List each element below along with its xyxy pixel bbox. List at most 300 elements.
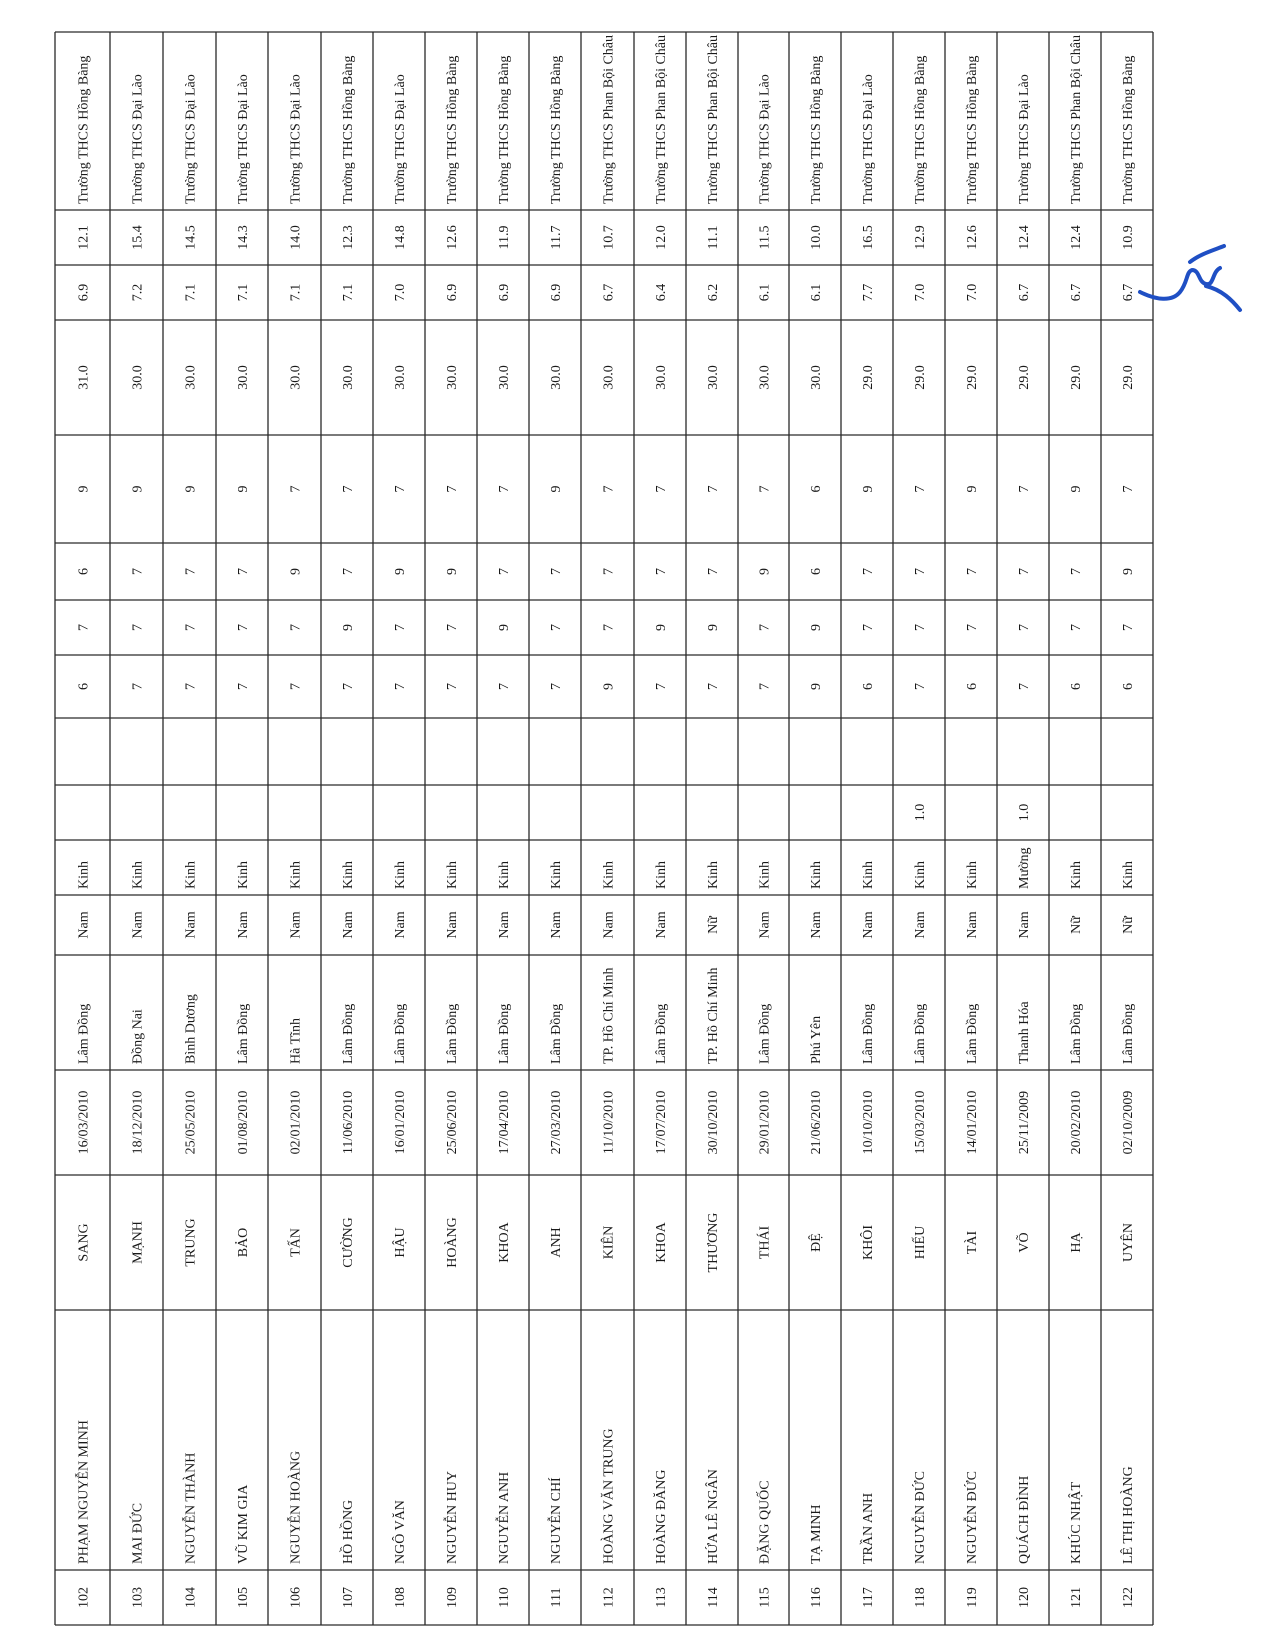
cell-dtb: 6.7 <box>601 283 617 302</box>
cell-d4: 7 <box>1121 485 1136 493</box>
cell-stt: 120 <box>1017 1587 1032 1608</box>
cell-truong: Trường THCS Đại Lào <box>861 74 876 204</box>
cell-ho: ĐẶNG QUỐC <box>757 1480 773 1564</box>
cell-d2: 7 <box>1017 624 1032 631</box>
cell-ten: HOÀNG <box>445 1217 460 1268</box>
cell-d2: 7 <box>965 624 980 631</box>
cell-ngay-sinh: 29/01/2010 <box>757 1090 773 1155</box>
cell-gioi-tinh: Nam <box>288 911 304 939</box>
cell-stt: 102 <box>76 1587 92 1608</box>
cell-diem: 12.4 <box>1017 225 1032 250</box>
cell-d3: 9 <box>757 568 773 575</box>
cell-diem: 10.0 <box>809 225 824 250</box>
cell-ten: HIẾU <box>913 1225 928 1260</box>
cell-d4: 9 <box>76 485 92 493</box>
cell-ho: NGUYỄN ĐỨC <box>913 1471 928 1564</box>
cell-d1: 7 <box>130 683 146 690</box>
cell-d4: 7 <box>757 485 773 493</box>
cell-gioi-tinh: Nam <box>965 911 980 939</box>
cell-truong: Trường THCS Phan Bội Châu <box>1069 34 1084 204</box>
cell-tong: 29.0 <box>913 365 928 390</box>
cell-d4: 6 <box>809 485 824 493</box>
cell-ten: SANG <box>76 1223 92 1262</box>
cell-dan-toc: Kinh <box>76 861 92 889</box>
cell-d2: 9 <box>341 624 356 631</box>
cell-d1: 9 <box>809 683 824 690</box>
cell-dtb: 6.1 <box>757 283 773 302</box>
cell-ngay-sinh: 25/11/2009 <box>1017 1090 1032 1155</box>
cell-diem: 10.9 <box>1121 225 1136 250</box>
cell-stt: 121 <box>1069 1587 1084 1608</box>
cell-d4: 9 <box>183 485 199 493</box>
cell-d3: 6 <box>76 568 92 575</box>
cell-d1: 9 <box>601 683 617 690</box>
cell-truong: Trường THCS Đại Lào <box>236 74 251 204</box>
cell-diem: 11.9 <box>497 225 512 250</box>
cell-d3: 7 <box>601 568 617 575</box>
cell-d3: 7 <box>183 568 199 575</box>
cell-d3: 7 <box>965 568 980 575</box>
cell-d4: 7 <box>1017 485 1032 493</box>
cell-d3: 7 <box>913 568 928 575</box>
cell-tong: 30.0 <box>809 365 824 390</box>
cell-noi-sinh: Lâm Đồng <box>965 1003 980 1064</box>
cell-tong: 30.0 <box>706 365 721 390</box>
cell-gioi-tinh: Nam <box>757 911 773 939</box>
cell-diem: 11.1 <box>706 225 721 250</box>
cell-gioi-tinh: Nam <box>130 911 146 939</box>
cell-truong: Trường THCS Hồng Bàng <box>549 55 564 204</box>
cell-d1: 7 <box>341 683 356 690</box>
cell-d3: 7 <box>1017 568 1032 575</box>
cell-dan-toc: Kinh <box>288 861 304 889</box>
cell-stt: 116 <box>809 1587 824 1608</box>
cell-stt: 114 <box>706 1587 721 1608</box>
cell-diem: 14.3 <box>236 225 251 250</box>
cell-truong: Trường THCS Đại Lào <box>757 74 773 204</box>
cell-d2: 7 <box>1121 624 1136 631</box>
cell-gioi-tinh: Nam <box>76 911 92 939</box>
cell-tong: 30.0 <box>757 365 773 390</box>
cell-d1: 6 <box>861 683 876 690</box>
cell-noi-sinh: Lâm Đồng <box>861 1003 876 1064</box>
cell-gioi-tinh: Nữ <box>706 916 721 934</box>
cell-stt: 112 <box>601 1587 617 1608</box>
cell-d3: 9 <box>288 568 304 575</box>
cell-diem: 16.5 <box>861 225 876 250</box>
cell-d2: 7 <box>757 624 773 631</box>
cell-dtb: 6.9 <box>76 283 92 302</box>
cell-dan-toc: Kinh <box>1069 861 1084 889</box>
cell-d3: 7 <box>654 568 669 575</box>
cell-d1: 7 <box>654 683 669 690</box>
cell-dan-toc: Kinh <box>393 861 408 889</box>
cell-ten: KHOA <box>654 1222 669 1263</box>
cell-diem: 15.4 <box>130 225 146 250</box>
cell-noi-sinh: Lâm Đồng <box>76 1003 92 1064</box>
cell-ho: KHÚC NHẬT <box>1069 1481 1084 1564</box>
cell-stt: 108 <box>393 1587 408 1608</box>
cell-ten: KIÊN <box>601 1225 617 1260</box>
cell-diem: 14.5 <box>183 225 199 250</box>
cell-gioi-tinh: Nữ <box>1069 916 1084 934</box>
cell-stt: 111 <box>549 1587 564 1608</box>
cell-ten: TÀI <box>965 1230 980 1255</box>
cell-ho: TẠ MINH <box>809 1504 824 1564</box>
cell-stt: 107 <box>341 1587 356 1608</box>
cell-stt: 104 <box>183 1587 199 1608</box>
cell-truong: Trường THCS Đại Lào <box>183 74 199 204</box>
cell-diem: 12.6 <box>965 225 980 250</box>
cell-dan-toc: Mường <box>1017 847 1032 889</box>
cell-dan-toc: Kinh <box>965 861 980 889</box>
cell-stt: 105 <box>236 1587 251 1608</box>
cell-dan-toc: Kinh <box>341 861 356 889</box>
cell-gioi-tinh: Nam <box>861 911 876 939</box>
cell-ten: ANH <box>549 1227 564 1258</box>
cell-ho: NGUYỄN ANH <box>497 1471 512 1564</box>
cell-dan-toc: Kinh <box>861 861 876 889</box>
cell-dtb: 6.2 <box>706 283 721 302</box>
cell-noi-sinh: Lâm Đồng <box>341 1003 356 1064</box>
cell-gioi-tinh: Nam <box>341 911 356 939</box>
cell-dan-toc: Kinh <box>706 861 721 889</box>
cell-truong: Trường THCS Hồng Bàng <box>809 55 824 204</box>
cell-d4: 7 <box>601 485 617 493</box>
cell-d4: 7 <box>913 485 928 493</box>
cell-stt: 103 <box>130 1587 146 1608</box>
cell-diem: 14.0 <box>288 225 304 250</box>
cell-d1: 6 <box>76 683 92 690</box>
cell-gioi-tinh: Nam <box>654 911 669 939</box>
cell-dan-toc: Kinh <box>809 861 824 889</box>
cell-dtb: 7.2 <box>130 283 146 302</box>
cell-dtb: 6.1 <box>809 283 824 302</box>
cell-gioi-tinh: Nam <box>445 911 460 939</box>
cell-ho: NGUYỄN HOÀNG <box>288 1450 304 1564</box>
cell-ho: PHẠM NGUYỄN MINH <box>76 1420 92 1564</box>
cell-d4: 7 <box>288 485 304 493</box>
cell-diem: 11.5 <box>757 225 773 250</box>
cell-dtb: 6.9 <box>497 283 512 302</box>
cell-ho: NGUYỄN HUY <box>445 1471 460 1564</box>
cell-ten: HẠ <box>1069 1232 1084 1253</box>
cell-truong: Trường THCS Đại Lào <box>393 74 408 204</box>
cell-tong: 30.0 <box>549 365 564 390</box>
cell-dtb: 7.0 <box>965 283 980 302</box>
cell-gioi-tinh: Nam <box>913 911 928 939</box>
cell-gioi-tinh: Nữ <box>1121 916 1136 934</box>
cell-d4: 7 <box>497 485 512 493</box>
cell-noi-sinh: Lâm Đồng <box>497 1003 512 1064</box>
cell-noi-sinh: Lâm Đồng <box>757 1003 773 1064</box>
cell-d1: 7 <box>497 683 512 690</box>
cell-gioi-tinh: Nam <box>1017 911 1032 939</box>
cell-dtb: 7.1 <box>341 283 356 302</box>
cell-d2: 7 <box>861 624 876 631</box>
cell-dtb: 7.7 <box>861 283 876 302</box>
cell-d1: 7 <box>913 683 928 690</box>
cell-truong: Trường THCS Đại Lào <box>288 74 304 204</box>
cell-ten: THÁI <box>757 1225 773 1260</box>
cell-ngay-sinh: 30/10/2010 <box>706 1090 721 1155</box>
cell-dan-toc: Kinh <box>445 861 460 889</box>
cell-diem: 12.9 <box>913 225 928 250</box>
cell-d3: 9 <box>445 568 460 575</box>
cell-dtb: 7.1 <box>183 283 199 302</box>
cell-tong: 29.0 <box>1121 365 1136 390</box>
cell-diem: 12.6 <box>445 225 460 250</box>
cell-ten: MẠNH <box>130 1221 146 1264</box>
cell-d4: 9 <box>130 485 146 493</box>
cell-stt: 119 <box>965 1587 980 1608</box>
cell-gioi-tinh: Nam <box>497 911 512 939</box>
cell-noi-sinh: Hà Tĩnh <box>288 1017 304 1064</box>
cell-ho: HỨA LÊ NGÂN <box>706 1469 721 1564</box>
cell-d3: 7 <box>130 568 146 575</box>
cell-d2: 7 <box>236 624 251 631</box>
cell-d1: 6 <box>1069 683 1084 690</box>
cell-d4: 9 <box>965 485 980 493</box>
cell-diem: 12.3 <box>341 225 356 250</box>
cell-gioi-tinh: Nam <box>393 911 408 939</box>
cell-dan-toc: Kinh <box>236 861 251 889</box>
cell-tong: 29.0 <box>1017 365 1032 390</box>
cell-tong: 30.0 <box>130 365 146 390</box>
cell-dtb: 6.4 <box>654 283 669 302</box>
cell-ngay-sinh: 15/03/2010 <box>913 1090 928 1155</box>
cell-dtb: 6.9 <box>549 283 564 302</box>
cell-truong: Trường THCS Phan Bội Châu <box>601 34 617 204</box>
cell-d4: 7 <box>654 485 669 493</box>
cell-dtb: 7.1 <box>236 283 251 302</box>
cell-ten: KHÔI <box>861 1225 876 1260</box>
cell-ngay-sinh: 21/06/2010 <box>809 1090 824 1155</box>
cell-d4: 7 <box>341 485 356 493</box>
cell-tong: 30.0 <box>288 365 304 390</box>
cell-noi-sinh: Lâm Đồng <box>393 1003 408 1064</box>
cell-diem: 12.0 <box>654 225 669 250</box>
cell-d1: 6 <box>965 683 980 690</box>
cell-noi-sinh: Đồng Nai <box>130 1009 146 1064</box>
cell-d4: 7 <box>393 485 408 493</box>
cell-tong: 30.0 <box>497 365 512 390</box>
cell-d2: 9 <box>654 624 669 631</box>
cell-truong: Trường THCS Đại Lào <box>1017 74 1032 204</box>
cell-dtb: 7.1 <box>288 283 304 302</box>
cell-tong: 30.0 <box>341 365 356 390</box>
cell-gioi-tinh: Nam <box>183 911 199 939</box>
cell-gioi-tinh: Nam <box>809 911 824 939</box>
cell-d3: 9 <box>1121 568 1136 575</box>
cell-diem: 11.7 <box>549 225 564 250</box>
cell-d3: 7 <box>341 568 356 575</box>
cell-noi-sinh: Bình Dương <box>183 994 199 1064</box>
cell-stt: 115 <box>757 1587 773 1608</box>
cell-ho: TRẦN ANH <box>861 1492 876 1564</box>
cell-tong: 29.0 <box>861 365 876 390</box>
cell-truong: Trường THCS Hồng Bàng <box>913 55 928 204</box>
cell-diem: 14.8 <box>393 225 408 250</box>
cell-d4: 9 <box>549 485 564 493</box>
cell-ho: VŨ KIM GIA <box>236 1484 251 1564</box>
cell-tong: 30.0 <box>393 365 408 390</box>
cell-tong: 30.0 <box>236 365 251 390</box>
cell-ten: HẬU <box>393 1227 408 1258</box>
cell-noi-sinh: Lâm Đồng <box>236 1003 251 1064</box>
cell-truong: Trường THCS Phan Bội Châu <box>706 34 721 204</box>
cell-d3: 6 <box>809 568 824 575</box>
cell-d2: 7 <box>445 624 460 631</box>
cell-ten: BẢO <box>236 1227 251 1258</box>
cell-stt: 113 <box>654 1587 669 1608</box>
cell-ngay-sinh: 02/01/2010 <box>288 1090 304 1155</box>
cell-ngay-sinh: 17/07/2010 <box>654 1090 669 1155</box>
cell-d4: 9 <box>1069 485 1084 493</box>
cell-ngay-sinh: 17/04/2010 <box>497 1090 512 1155</box>
cell-noi-sinh: TP. Hồ Chí Minh <box>706 967 721 1064</box>
cell-ngay-sinh: 02/10/2009 <box>1121 1090 1136 1155</box>
cell-dtb: 6.7 <box>1121 283 1136 302</box>
cell-d3: 7 <box>1069 568 1084 575</box>
cell-dtb: 7.0 <box>913 283 928 302</box>
cell-ngay-sinh: 16/01/2010 <box>393 1090 408 1155</box>
cell-tong: 30.0 <box>445 365 460 390</box>
cell-ngay-sinh: 27/03/2010 <box>549 1090 564 1155</box>
cell-ten: UYÊN <box>1121 1223 1136 1262</box>
cell-noi-sinh: TP. Hồ Chí Minh <box>601 967 617 1064</box>
cell-noi-sinh: Lâm Đồng <box>654 1003 669 1064</box>
cell-d1: 7 <box>393 683 408 690</box>
cell-truong: Trường THCS Hồng Bàng <box>1121 55 1136 204</box>
cell-d2: 7 <box>913 624 928 631</box>
table-cells <box>74 35 1137 1608</box>
cell-d2: 9 <box>497 624 512 631</box>
cell-ngay-sinh: 20/02/2010 <box>1069 1090 1084 1155</box>
cell-stt: 106 <box>288 1587 304 1608</box>
cell-ngay-sinh: 25/05/2010 <box>183 1090 199 1155</box>
cell-noi-sinh: Lâm Đồng <box>1069 1003 1084 1064</box>
cell-d3: 7 <box>236 568 251 575</box>
cell-ho: QUÁCH ĐÌNH <box>1017 1475 1032 1564</box>
cell-stt: 118 <box>913 1587 928 1608</box>
cell-dan-toc: Kinh <box>654 861 669 889</box>
cell-dan-toc: Kinh <box>913 861 928 889</box>
cell-ho: HOÀNG VĂN TRUNG <box>601 1428 617 1564</box>
cell-truong: Trường THCS Đại Lào <box>130 74 146 204</box>
cell-noi-sinh: Phú Yên <box>809 1015 824 1064</box>
cell-d1: 7 <box>1017 683 1032 690</box>
cell-dan-toc: Kinh <box>601 861 617 889</box>
cell-noi-sinh: Thanh Hóa <box>1017 1001 1032 1064</box>
cell-truong: Trường THCS Phan Bội Châu <box>654 34 669 204</box>
cell-d3: 7 <box>861 568 876 575</box>
cell-diem: 10.7 <box>601 225 617 250</box>
cell-diem: 12.4 <box>1069 225 1084 250</box>
cell-ngay-sinh: 16/03/2010 <box>76 1090 92 1155</box>
cell-ngay-sinh: 18/12/2010 <box>130 1090 146 1155</box>
cell-stt: 122 <box>1121 1587 1136 1608</box>
cell-d1: 7 <box>236 683 251 690</box>
cell-uu-tien: 1.0 <box>913 803 928 822</box>
cell-dan-toc: Kinh <box>549 861 564 889</box>
cell-diem: 12.1 <box>76 225 92 250</box>
cell-tong: 31.0 <box>76 365 92 390</box>
cell-ngay-sinh: 25/06/2010 <box>445 1090 460 1155</box>
cell-d2: 7 <box>130 624 146 631</box>
cell-gioi-tinh: Nam <box>236 911 251 939</box>
cell-ho: NGUYỄN THÀNH <box>183 1452 199 1564</box>
cell-d2: 7 <box>549 624 564 631</box>
cell-d1: 7 <box>549 683 564 690</box>
cell-noi-sinh: Lâm Đồng <box>913 1003 928 1064</box>
cell-d1: 7 <box>183 683 199 690</box>
cell-d3: 9 <box>393 568 408 575</box>
cell-ten: ĐỆ <box>809 1233 824 1252</box>
cell-tong: 30.0 <box>601 365 617 390</box>
cell-tong: 29.0 <box>965 365 980 390</box>
cell-d2: 7 <box>601 624 617 631</box>
cell-ten: CƯỜNG <box>341 1217 356 1268</box>
cell-gioi-tinh: Nam <box>549 911 564 939</box>
cell-d4: 9 <box>861 485 876 493</box>
cell-stt: 109 <box>445 1587 460 1608</box>
cell-dtb: 6.7 <box>1069 283 1084 302</box>
cell-truong: Trường THCS Hồng Bàng <box>76 55 92 204</box>
cell-d2: 7 <box>393 624 408 631</box>
cell-tong: 30.0 <box>183 365 199 390</box>
cell-ho: LÊ THỊ HOÀNG <box>1121 1466 1136 1564</box>
cell-d3: 7 <box>549 568 564 575</box>
cell-ten: VÕ <box>1017 1232 1032 1253</box>
cell-ho: HỒ HỒNG <box>341 1499 356 1564</box>
cell-ho: HOÀNG ĐĂNG <box>654 1469 669 1564</box>
cell-ten: THƯƠNG <box>706 1212 721 1273</box>
cell-dan-toc: Kinh <box>757 861 773 889</box>
cell-dan-toc: Kinh <box>183 861 199 889</box>
cell-d2: 7 <box>76 624 92 631</box>
cell-stt: 117 <box>861 1587 876 1608</box>
cell-d2: 9 <box>809 624 824 631</box>
cell-tong: 29.0 <box>1069 365 1084 390</box>
cell-d4: 7 <box>445 485 460 493</box>
cell-ho: NGÔ VĂN <box>393 1500 408 1564</box>
cell-d4: 9 <box>236 485 251 493</box>
cell-d1: 7 <box>288 683 304 690</box>
cell-truong: Trường THCS Hồng Bàng <box>497 55 512 204</box>
cell-tong: 30.0 <box>654 365 669 390</box>
cell-uu-tien: 1.0 <box>1017 803 1032 822</box>
cell-truong: Trường THCS Hồng Bàng <box>445 55 460 204</box>
cell-noi-sinh: Lâm Đồng <box>445 1003 460 1064</box>
cell-d3: 7 <box>706 568 721 575</box>
cell-dtb: 6.9 <box>445 283 460 302</box>
cell-ho: NGUYỄN CHÍ <box>549 1477 564 1564</box>
cell-d1: 7 <box>706 683 721 690</box>
cell-ngay-sinh: 10/10/2010 <box>861 1090 876 1155</box>
cell-d3: 7 <box>497 568 512 575</box>
cell-gioi-tinh: Nam <box>601 911 617 939</box>
cell-dan-toc: Kinh <box>1121 861 1136 889</box>
table-grid-lines <box>55 32 1153 1625</box>
cell-ngay-sinh: 14/01/2010 <box>965 1090 980 1155</box>
cell-truong: Trường THCS Hồng Bàng <box>965 55 980 204</box>
cell-ten: KHOA <box>497 1222 512 1263</box>
handwritten-signature <box>1140 246 1240 310</box>
cell-noi-sinh: Lâm Đồng <box>549 1003 564 1064</box>
cell-d4: 7 <box>706 485 721 493</box>
cell-dtb: 6.7 <box>1017 283 1032 302</box>
